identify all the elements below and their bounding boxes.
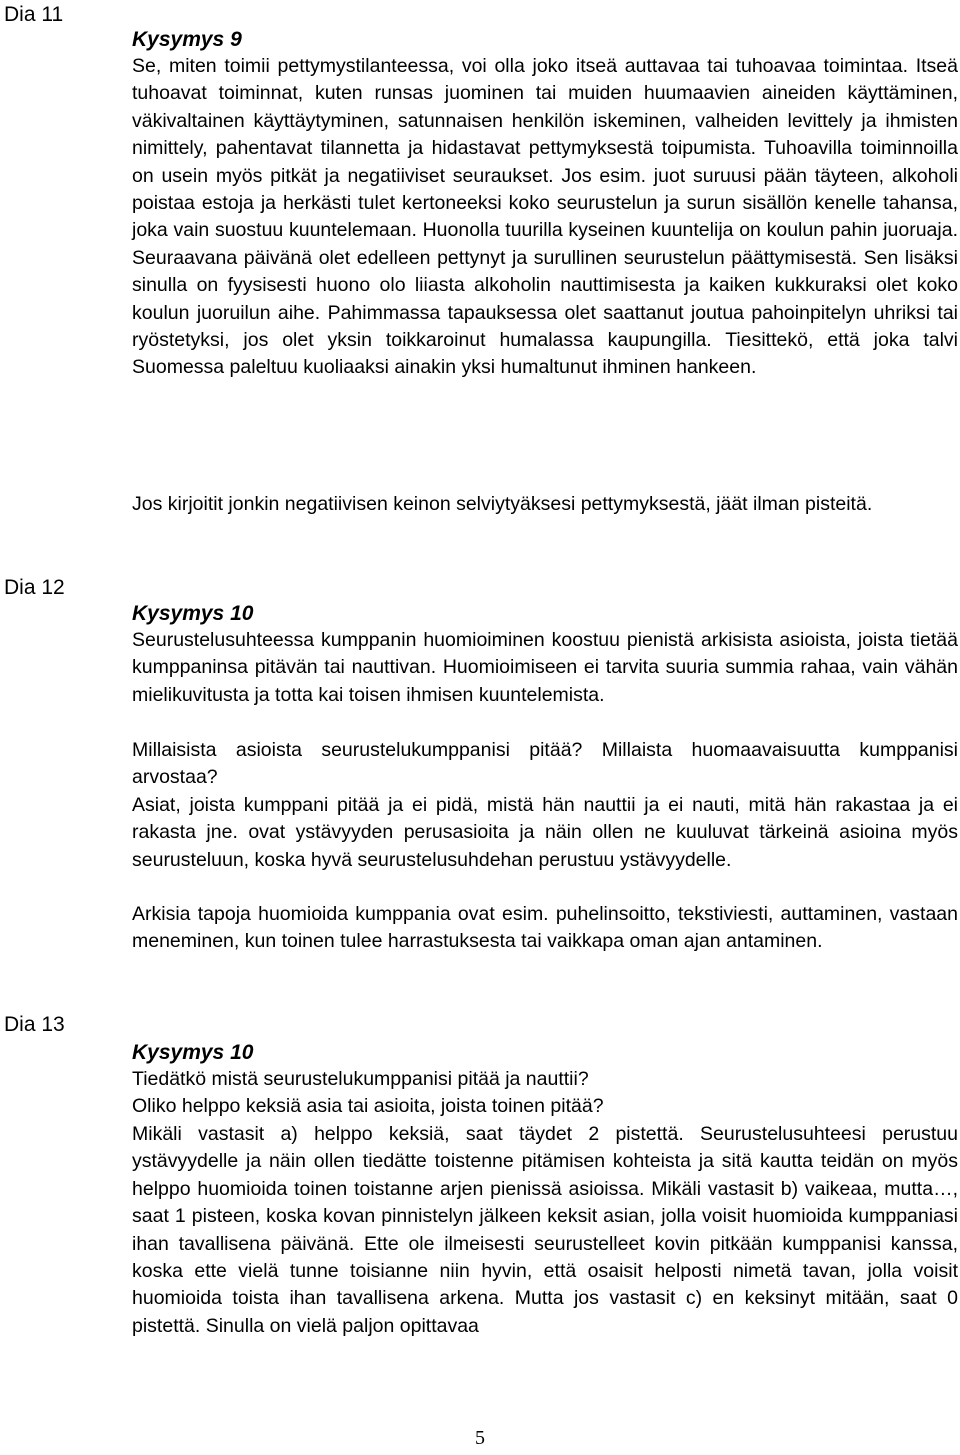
paragraph-dia12-answers: Asiat, joista kumppani pitää ja ei pidä, mistä hän nauttii ja ei nauti, mitä hän rakastaa ja ei rakasta jne. ovat ystävyyden perusasioita ja näin ollen ne kuuluvat tärkeinä asioina myös seurusteluun, koska hyvä seurustelusuhdehan perustuu ystävyydelle.: [132, 794, 958, 871]
slide-label-dia-13: Dia 13: [4, 1013, 65, 1036]
paragraph-dia12-examples: Arkisia tapoja huomioida kumppania ovat esim. puhelinsoitto, tekstiviesti, auttaminen, vastaan meneminen, kun toinen tulee harrastuksesta tai vaikkapa oman ajan antaminen.: [132, 903, 958, 953]
paragraph-dia11-scoring: Jos kirjoitit jonkin negatiivisen keinon selviytyäksesi pettymyksestä, jäät ilman pisteitä.: [132, 493, 873, 515]
paragraph-dia13-scoring: Mikäli vastasit a) helppo keksiä, saat täydet 2 pistettä. Seurustelusuhteesi perustuu ystävyydelle ja näin ollen tiedätte toistenne pitämisen kohteista ja sitä kautta teidän on myös helppo huomioida toinen toistanne arjen pienissä asioissa. Mikäli vastasit b) vaikeaa, mutta…, saat 1 pisteen, koska kovan pinnistelyn jälkeen keksit asian, jolla voisit huomioida kumppaniasi ihan tavallisena päivänä. Ette ole ilmeisesti seurustelleet kovin pitkään kumppanisi kanssa, koska ette vielä tunne toisianne niin hyvin, että osaisit helposti nimetä tavan, jolla voisit huomioida toista ihan tavallisena arkena. Mutta jos vastasit c) en keksinyt mitään, saat 0 pistettä. Sinulla on vielä paljon opittavaa: [132, 1123, 958, 1337]
paragraph-dia11-main: Se, miten toimii pettymystilanteessa, voi olla joko itseä auttavaa tai tuhoavaa toimintaa. Itseä tuhoavat toiminnat, kuten runsas juominen tai muiden huumaavien aineiden käyttäminen, väkivaltainen käyttäytyminen, satunnaisen henkilön iskeminen, valheiden levittely ja ihmisten nimittely, pahentavat tilannetta ja hidastavat pettymyksestä toipumista. Tuhoavilla toiminnoilla on usein myös pitkät ja negatiiviset seuraukset. Jos esim. juot suruusi pään täyteen, alkoholi poistaa estoja ja herkästi tulet kertoneeksi koko seurustelun ja surun sisällön kenelle tahansa, joka vain suostuu kuuntelemaan. Huonolla tuurilla kyseinen kuuntelija on koulun pahin juoruaja. Seuraavana päivänä olet edelleen pettynyt ja surullinen seurustelun päättymisestä. Sen lisäksi sinulla on fyysisesti huono olo liiasta alkoholin nauttimisesta ja kaiken kukkuraksi olet koko koulun juoruilun aihe. Pahimmassa tapauksessa olet saattanut joutua pahoinpitelyn uhriksi tai ryöstetyksi, jos olet yksin toikkaroinut humalassa kaupungilla. Tiesittekö, että joka talvi Suomessa paleltuu kuoliaaksi ainakin yksi humaltunut ihminen hankeen.: [132, 55, 958, 379]
paragraph-dia12-intro: Seurustelusuhteessa kumppanin huomioiminen koostuu pienistä arkisista asioista, joista tietää kumppaninsa pitävän tai nauttivan. Huomioimiseen ei tarvita suuria summia rahaa, vain vähän mielikuvitusta ja totta kai toisen ihmisen kuuntelemista.: [132, 629, 958, 706]
question-title-9: Kysymys 9: [132, 28, 242, 51]
slide-label-dia-11: Dia 11: [4, 3, 64, 26]
paragraph-dia13-question-2: Oliko helppo keksiä asia tai asioita, joista toinen pitää?: [132, 1095, 604, 1117]
slide-label-dia-12: Dia 12: [4, 576, 65, 599]
paragraph-dia13-question-1: Tiedätkö mistä seurustelukumppanisi pitää ja nauttii?: [132, 1068, 589, 1090]
question-title-10-a: Kysymys 10: [132, 602, 254, 625]
page-number: 5: [475, 1427, 485, 1449]
paragraph-dia12-questions: Millaisista asioista seurustelukumppanisi pitää? Millaista huomaavaisuutta kumppanisi arvostaa?: [132, 739, 958, 789]
question-title-10-b: Kysymys 10: [132, 1041, 254, 1064]
